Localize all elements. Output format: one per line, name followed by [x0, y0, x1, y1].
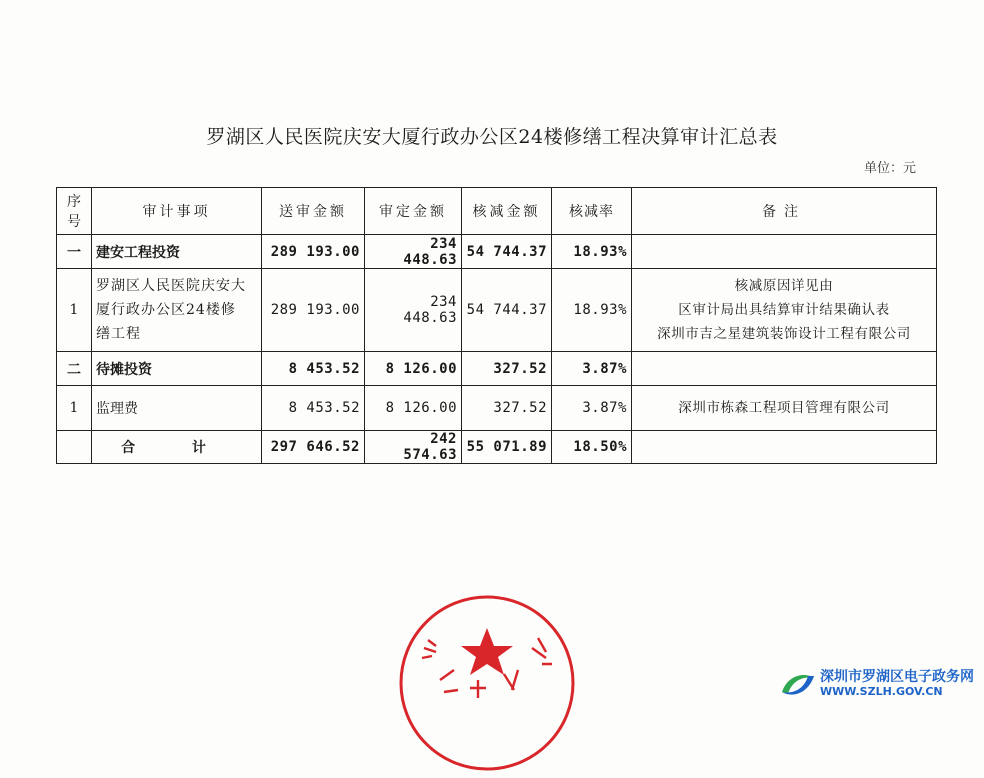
row-note — [632, 352, 937, 386]
row-rate: 3.87% — [552, 352, 632, 386]
header-no: 序号 — [57, 188, 92, 235]
header-submitted: 送审金额 — [262, 188, 365, 235]
row-submitted: 289 193.00 — [262, 269, 365, 352]
row-no: 1 — [57, 386, 92, 431]
total-no — [57, 431, 92, 464]
row-no: 二 — [57, 352, 92, 386]
table-total-row — [57, 431, 937, 464]
header-reduced: 核减金额 — [462, 188, 552, 235]
row-note-line: 核减原因详见由 — [734, 278, 834, 294]
logo-url: WWW.SZLH.GOV.CN — [820, 685, 943, 698]
row-item — [92, 269, 262, 352]
total-submitted: 297 646.52 — [262, 431, 365, 464]
row-reduced: 327.52 — [462, 352, 552, 386]
row-item-line: 缮工程 — [96, 326, 141, 342]
row-reduced: 54 744.37 — [462, 235, 552, 269]
audit-summary-table — [56, 187, 937, 464]
row-note: 深圳市栋森工程项目管理有限公司 — [632, 386, 937, 431]
table-row — [57, 269, 937, 352]
row-rate: 3.87% — [552, 386, 632, 431]
total-reduced: 55 071.89 — [462, 431, 552, 464]
row-approved: 234 448.63 — [365, 269, 462, 352]
site-logo — [778, 664, 978, 704]
row-reduced: 54 744.37 — [462, 269, 552, 352]
header-item: 审计事项 — [92, 188, 262, 235]
row-item: 待摊投资 — [92, 352, 262, 386]
row-note — [632, 235, 937, 269]
official-seal-icon — [392, 588, 582, 778]
row-item: 建安工程投资 — [92, 235, 262, 269]
row-item: 监理费 — [92, 386, 262, 431]
total-rate: 18.50% — [552, 431, 632, 464]
row-rate: 18.93% — [552, 235, 632, 269]
row-note-line: 区审计局出具结算审计结果确认表 — [678, 302, 890, 318]
row-submitted: 289 193.00 — [262, 235, 365, 269]
row-note-line: 深圳市吉之星建筑装饰设计工程有限公司 — [657, 326, 911, 342]
row-no: 1 — [57, 269, 92, 352]
row-item-line: 罗湖区人民医院庆安大 — [96, 278, 246, 294]
row-note — [632, 269, 937, 352]
row-submitted: 8 453.52 — [262, 386, 365, 431]
total-note — [632, 431, 937, 464]
table-row — [57, 352, 937, 386]
logo-name: 深圳市罗湖区电子政务网 — [820, 669, 974, 685]
table-row — [57, 386, 937, 431]
row-rate: 18.93% — [552, 269, 632, 352]
header-rate: 核减率 — [552, 188, 632, 235]
row-submitted: 8 453.52 — [262, 352, 365, 386]
row-no: 一 — [57, 235, 92, 269]
swirl-logo-icon — [778, 664, 818, 704]
header-approved: 审定金额 — [365, 188, 462, 235]
table-header-row — [57, 188, 937, 235]
header-note: 备注 — [632, 188, 937, 235]
row-approved: 8 126.00 — [365, 352, 462, 386]
document-title: 罗湖区人民医院庆安大厦行政办公区24楼修缮工程决算审计汇总表 — [206, 126, 778, 148]
row-approved: 8 126.00 — [365, 386, 462, 431]
total-approved: 242 574.63 — [365, 431, 462, 464]
row-item-line: 厦行政办公区24楼修 — [96, 302, 236, 318]
row-approved: 234 448.63 — [365, 235, 462, 269]
row-reduced: 327.52 — [462, 386, 552, 431]
unit-label: 单位：元 — [864, 161, 917, 176]
table-row — [57, 235, 937, 269]
total-label: 合 计 — [92, 431, 262, 464]
